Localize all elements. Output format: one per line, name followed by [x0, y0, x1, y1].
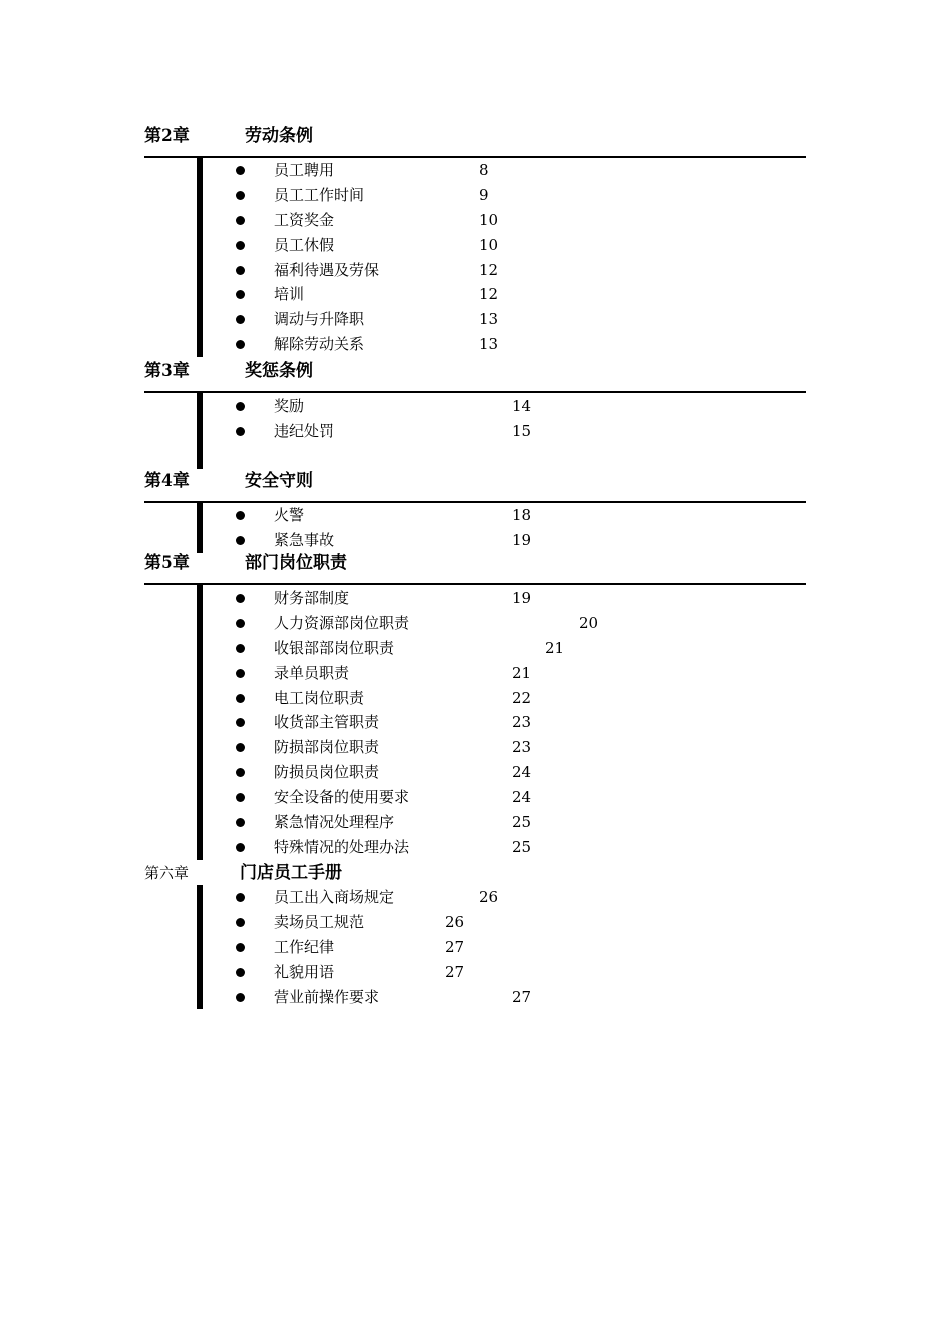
toc-entry-page: 23: [512, 713, 532, 732]
toc-entry: [144, 960, 806, 985]
bullet-icon: [236, 644, 245, 653]
toc-entry-page: 25: [512, 813, 532, 832]
toc-entry-label: 员工出入商场规定: [274, 888, 395, 906]
toc-entry: [144, 183, 806, 208]
toc-entry-label: 礼貌用语: [274, 962, 335, 981]
toc-entry-page: 12: [479, 260, 499, 279]
chapter-heading: [144, 467, 806, 503]
toc-entry-label: 工资奖金: [274, 210, 335, 229]
bullet-icon: [236, 511, 245, 520]
toc-entry: [144, 282, 806, 307]
toc-entry-label: 收货部主管职责: [274, 713, 380, 732]
toc-entry-label: 收银部部岗位职责: [274, 638, 395, 657]
toc-entry-label: 特殊情况的处理办法: [274, 837, 410, 856]
toc-entry: [144, 835, 806, 860]
chapter-number: 第4章: [144, 471, 190, 491]
toc-entry-page: 21: [545, 638, 565, 657]
toc-entry: [144, 611, 806, 636]
toc-entry-label: 工作纪律: [274, 937, 335, 956]
toc-entry: [144, 258, 806, 283]
chapter-heading: [144, 122, 806, 158]
toc-entry-label: 营业前操作要求: [274, 987, 380, 1006]
chapter-3: [144, 357, 806, 469]
chapter-number: 第六章: [144, 864, 190, 882]
toc-entry-page: 20: [579, 613, 599, 632]
toc-entry-page: 10: [479, 235, 499, 254]
toc-entry: [144, 810, 806, 835]
toc-entry: [144, 158, 806, 183]
bullet-icon: [236, 191, 245, 200]
toc-entry: [144, 935, 806, 960]
toc-entry-page: 10: [479, 210, 499, 229]
toc-entry-page: 8: [479, 161, 489, 179]
toc-entry-page: 13: [479, 335, 499, 354]
bullet-icon: [236, 943, 245, 952]
toc-entry-page: 26: [445, 912, 465, 931]
bullet-icon: [236, 315, 245, 324]
toc-entry-page: 22: [512, 688, 532, 707]
bullet-icon: [236, 993, 245, 1002]
toc-entry-page: 18: [512, 506, 532, 524]
chapter-items: [144, 585, 806, 860]
toc-entry-page: 26: [479, 888, 499, 906]
chapter-number: 第5章: [144, 553, 190, 573]
chapter-number: 第3章: [144, 361, 190, 381]
bullet-icon: [236, 918, 245, 927]
bullet-icon: [236, 402, 245, 411]
toc-entry-label: 卖场员工规范: [274, 912, 365, 931]
toc-entry-label: 紧急情况处理程序: [274, 813, 395, 832]
toc-entry: [144, 661, 806, 686]
toc-entry: [144, 586, 806, 611]
bullet-icon: [236, 619, 245, 628]
toc-entry-label: 解除劳动关系: [274, 335, 365, 354]
chapter-title: 部门岗位职责: [245, 553, 347, 573]
toc-entry: [144, 686, 806, 711]
toc-entry-label: 火警: [274, 506, 305, 524]
bullet-icon: [236, 216, 245, 225]
bullet-icon: [236, 427, 245, 436]
bullet-icon: [236, 340, 245, 349]
toc-entry-label: 防损部岗位职责: [274, 738, 380, 757]
toc-entry-label: 电工岗位职责: [274, 688, 365, 707]
chapter-2: [144, 122, 806, 357]
chapter-heading: [144, 357, 806, 393]
chapter-title: 门店员工手册: [240, 863, 342, 883]
chapter-title: 劳动条例: [245, 126, 313, 146]
toc-entry-label: 调动与升降职: [274, 310, 365, 329]
bullet-icon: [236, 893, 245, 902]
toc-entry-page: 19: [512, 530, 532, 549]
toc-entry-label: 防损员岗位职责: [274, 763, 380, 782]
toc-entry-page: 14: [512, 397, 532, 415]
chapter-number: 第2章: [144, 126, 190, 146]
toc-entry-page: 13: [479, 310, 499, 329]
toc-entry: [144, 394, 806, 419]
toc-entry-page: 15: [512, 421, 532, 440]
toc-entry-page: 27: [445, 962, 465, 981]
toc-entry-label: 紧急事故: [274, 530, 335, 549]
toc-entry-label: 财务部制度: [274, 589, 350, 607]
toc-entry: [144, 503, 806, 528]
bullet-icon: [236, 968, 245, 977]
chapter-items: [144, 503, 806, 553]
chapter-items: [144, 885, 806, 1009]
bullet-icon: [236, 290, 245, 299]
bullet-icon: [236, 743, 245, 752]
toc-entry-page: 12: [479, 285, 499, 304]
bullet-icon: [236, 793, 245, 802]
toc-entry-label: 员工聘用: [274, 161, 335, 179]
toc-entry: [144, 710, 806, 735]
toc-entry: [144, 885, 806, 910]
toc-entry-label: 录单员职责: [274, 663, 350, 682]
toc-entry: [144, 785, 806, 810]
toc-entry-page: 24: [512, 763, 532, 782]
chapter-heading: [144, 549, 806, 585]
toc-entry-page: 19: [512, 589, 532, 607]
bullet-icon: [236, 669, 245, 678]
bullet-icon: [236, 818, 245, 827]
toc-entry-page: 27: [445, 937, 465, 956]
toc-entry-label: 福利待遇及劳保: [274, 260, 380, 279]
toc-entry-label: 员工休假: [274, 235, 335, 254]
toc-entry: [144, 233, 806, 258]
bullet-icon: [236, 266, 245, 275]
toc-entry-label: 员工工作时间: [274, 185, 365, 204]
toc-entry-label: 培训: [274, 285, 305, 304]
toc-entry-page: 27: [512, 987, 532, 1006]
toc-entry-page: 25: [512, 837, 532, 856]
chapter-items: [144, 393, 806, 469]
chapter-title: 奖惩条例: [245, 361, 313, 381]
toc-entry-label: 奖励: [274, 397, 305, 415]
toc-entry: [144, 208, 806, 233]
toc-entry: [144, 419, 806, 444]
chapter-title: 安全守则: [245, 471, 313, 491]
chapter-5: [144, 549, 806, 860]
chapter-heading: [144, 859, 806, 885]
chapter-6: [144, 859, 806, 1009]
bullet-icon: [236, 718, 245, 727]
toc-entry-label: 违纪处罚: [274, 421, 335, 440]
bullet-icon: [236, 241, 245, 250]
toc-entry: [144, 636, 806, 661]
bullet-icon: [236, 768, 245, 777]
toc-entry-page: 23: [512, 738, 532, 757]
toc-entry: [144, 307, 806, 332]
toc-entry: [144, 332, 806, 357]
bullet-icon: [236, 594, 245, 603]
toc-entry: [144, 910, 806, 935]
bullet-icon: [236, 694, 245, 703]
toc-entry-page: 24: [512, 788, 532, 807]
toc-entry-label: 安全设备的使用要求: [274, 788, 410, 807]
toc-entry: [144, 760, 806, 785]
toc-entry: [144, 735, 806, 760]
toc-entry-label: 人力资源部岗位职责: [274, 613, 410, 632]
toc-entry: [144, 985, 806, 1010]
toc-entry-page: 21: [512, 663, 532, 682]
bullet-icon: [236, 536, 245, 545]
chapter-items: [144, 158, 806, 357]
bullet-icon: [236, 843, 245, 852]
chapter-4: [144, 467, 806, 553]
toc-entry-page: 9: [479, 185, 489, 204]
bullet-icon: [236, 166, 245, 175]
